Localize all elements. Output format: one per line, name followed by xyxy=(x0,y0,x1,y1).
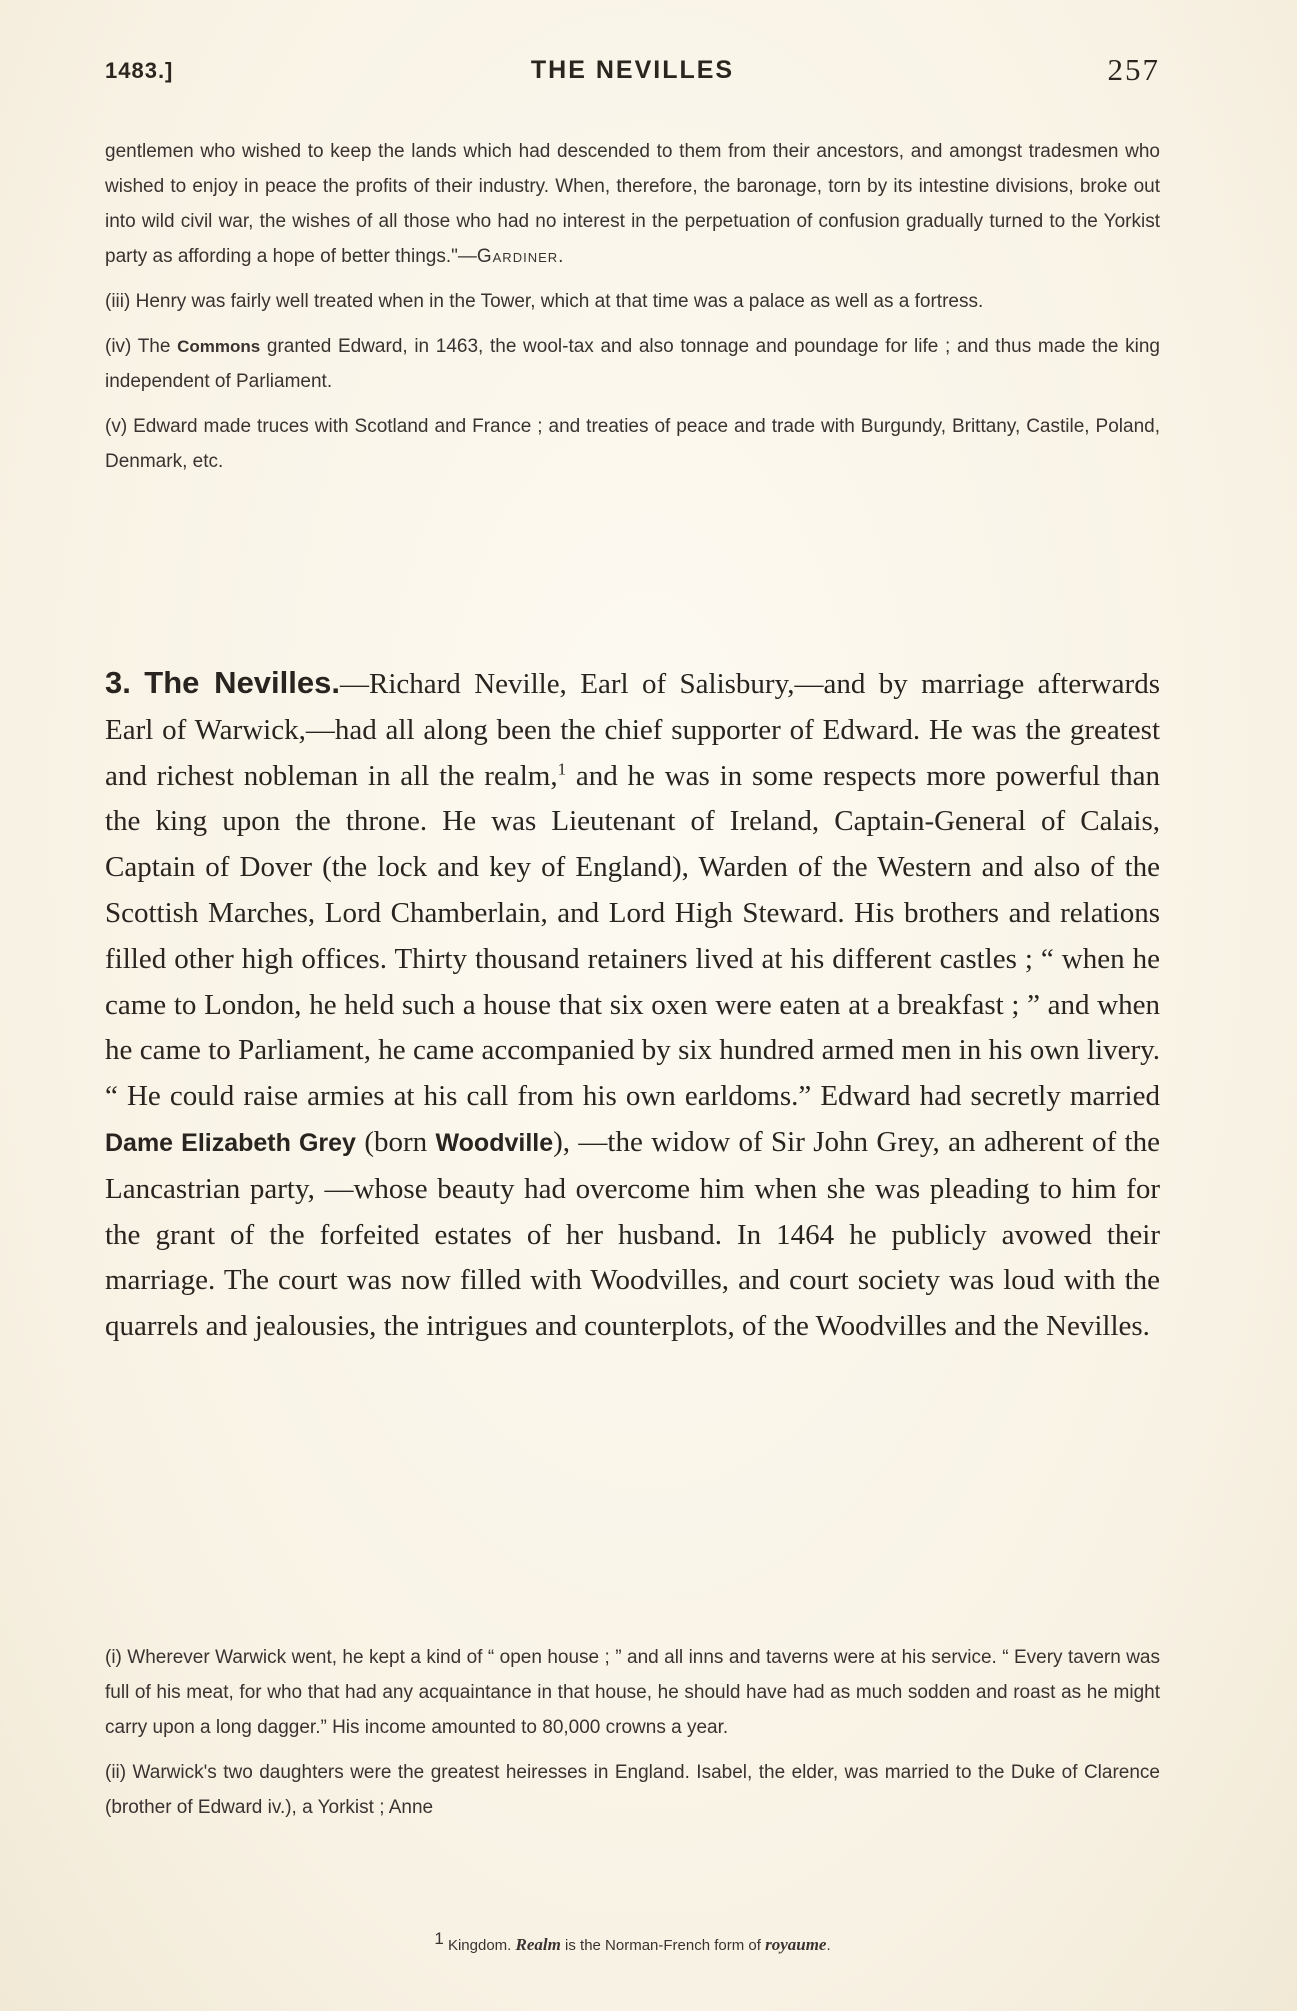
section-heading: The Nevilles. xyxy=(144,665,340,700)
section-paragraph xyxy=(105,660,1160,1350)
note-ii: (ii) Warwick's two daughters were the greatest heiresses in England. Isabel, the elder, was married to the Duke of Clarence (brother of Edward iv.), a Yorkist ; Anne xyxy=(105,1762,1160,1818)
name-elizabeth-grey: Dame Elizabeth Grey xyxy=(105,1128,356,1157)
footnote-text-cont: is the Norman-French form of xyxy=(560,1937,766,1954)
note-iv xyxy=(105,329,1160,399)
page-number: 257 xyxy=(1107,52,1160,87)
name-woodville: Woodville xyxy=(435,1128,554,1157)
footnote-ref: 1 xyxy=(557,758,567,778)
footnote-text: Kingdom. xyxy=(443,1937,516,1954)
footnote-number: 1 xyxy=(434,1929,444,1948)
footnote-realm: Realm xyxy=(515,1935,561,1954)
note-i: (i) Wherever Warwick went, he kept a kind of “ open house ; ” and all inns and taverns were at his service. “ Every tavern was full of his meat, for who that had any acquaintance in that house, he should have had as much sodden and roast as he might carry upon a long dagger.” His income amounted to 80,000 crowns a year. xyxy=(105,1647,1160,1738)
gardiner-quote xyxy=(105,134,1160,274)
note-iv-text: (iv) The xyxy=(105,336,178,357)
page-footnote xyxy=(105,1929,1160,1955)
paragraph-text-2: and he was in some respects more powerful than the king upon the throne. He was Lieutenant of Ireland, Captain-General of Calais, Captain of Dover (the lock and key of England), Warden of the Western and also of the Scottish Marches, Lord Chamberlain, and Lord High Steward. His brothers and relations filled other high offices. Thirty thousand retainers lived at his different castles ; “ when he came to London, he held such a house that six oxen were eaten at a breakfast ; ” and when he came to Parliament, he came accompanied by six hundred armed men in his own livery. “ He could raise armies at his call from his own earldoms.” Edward had secretly married xyxy=(105,759,1161,1113)
note-v: (v) Edward made truces with Scotland and France ; and treaties of peace and trade with Burgundy, Brittany, Castile, Poland, Denmark, etc. xyxy=(105,416,1160,472)
header-title: THE NEVILLES xyxy=(530,56,735,84)
footnote-royaume: royaume xyxy=(765,1935,827,1954)
paragraph-text-4: ), —the widow of Sir John Grey, an adherent of the Lancastrian party, —whose beauty had overcome him when she was pleading to him for the grant of the forfeited estates of her husband. In 1464 he publicly avowed their marriage. The court was now filled with Woodvilles, and court society was loud with the quarrels and jealousies, the intrigues and counterplots, of the Woodvilles and the Nevilles. xyxy=(105,1125,1160,1343)
top-notes xyxy=(105,134,1160,479)
commons-term: Commons xyxy=(177,337,261,356)
header-year: 1483.] xyxy=(105,58,174,83)
note-iii: (iii) Henry was fairly well treated when in the Tower, which at that time was a palace as well as a fortress. xyxy=(105,291,984,312)
note-iv-text-cont: granted Edward, in 1463, the wool-tax and also tonnage and poundage for life ; and thus made the king independent of Parliament. xyxy=(105,336,1160,392)
paragraph-text-3: (born xyxy=(355,1125,436,1158)
section-body xyxy=(105,660,1160,1350)
quote-author: Gardiner. xyxy=(476,246,565,267)
bottom-notes xyxy=(105,1640,1160,1825)
page-header xyxy=(105,50,1160,96)
quote-text: gentlemen who wished to keep the lands which had descended to them from their ancestors, and amongst tradesmen who wished to enjoy in peace the profits of their industry. When, therefore, the baronage, torn by its intestine divisions, broke out into wild civil war, the wishes of all those who had no interest in the perpetuation of confusion gradually turned to the Yorkist party as affording a hope of better things."— xyxy=(105,141,1160,267)
section-number: 3. xyxy=(105,665,131,700)
paragraph-text-1: —Richard Neville, Earl of Salisbury,—and by marriage afterwards Earl of Warwick,—had all along been the chief supporter of Edward. He was the greatest and richest nobleman in all the realm, xyxy=(105,668,1161,792)
footnote-end: . xyxy=(826,1937,831,1954)
